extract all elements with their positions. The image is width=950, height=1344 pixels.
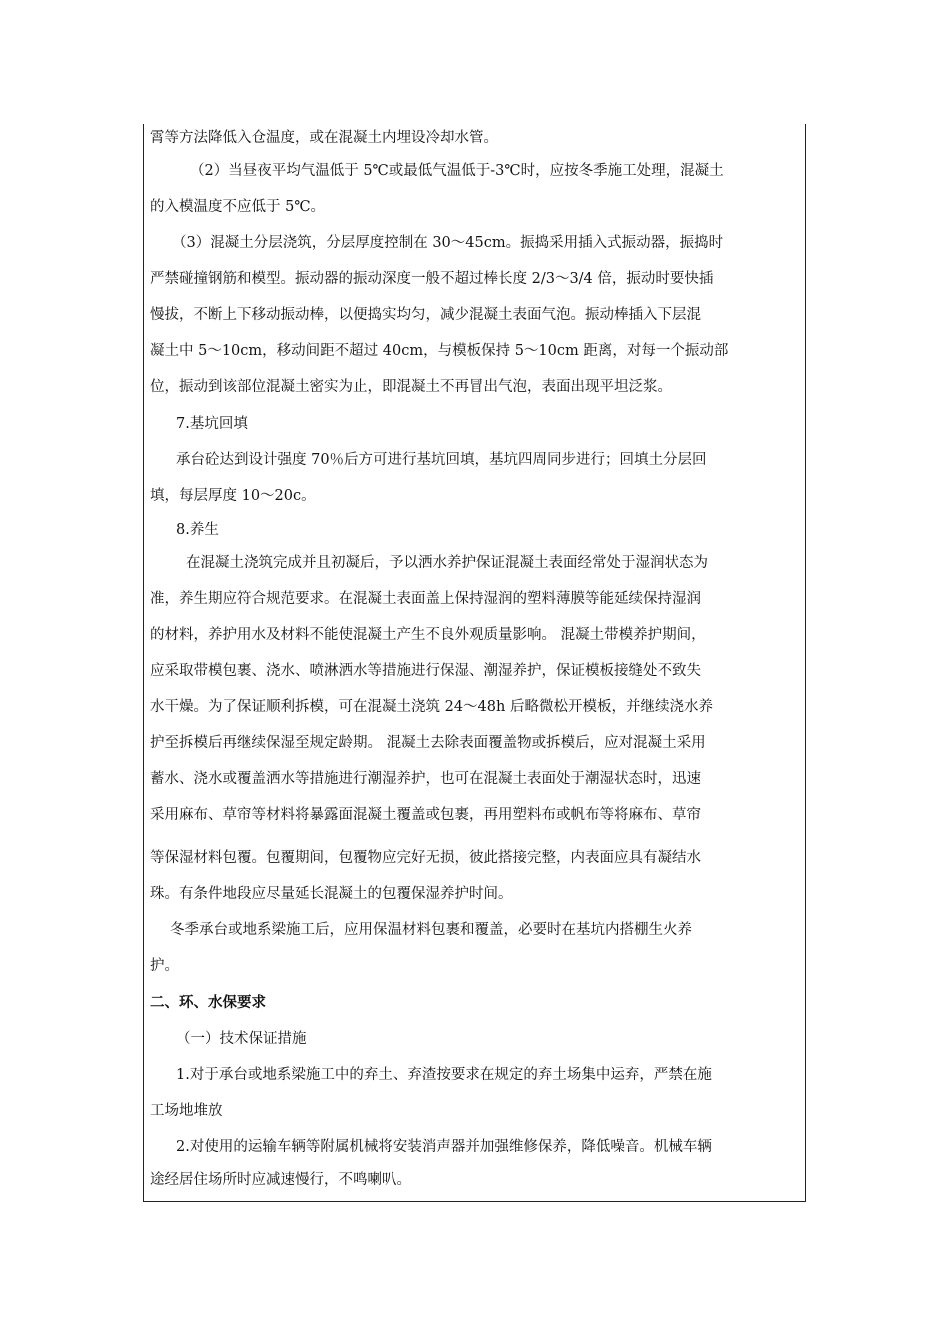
text-line: 蓄水、浇水或覆盖洒水等措施进行潮湿养护，也可在混凝土表面处于潮湿状态时，迅速 bbox=[150, 771, 701, 787]
text-line: 护。 bbox=[150, 958, 179, 974]
text-line: 等保湿材料包覆。包覆期间，包覆物应完好无损，彼此搭接完整，内表面应具有凝结水 bbox=[150, 850, 701, 866]
text-line: 严禁碰撞钢筋和模型。振动器的振动深度一般不超过棒长度 2/3～3/4 倍，振动时要快插 bbox=[150, 271, 714, 287]
text-line: 填，每层厚度 10～20c。 bbox=[150, 488, 316, 504]
text-line: 2.对使用的运输车辆等附属机械将安装消声器并加强维修保养，降低噪音。机械车辆 bbox=[176, 1139, 712, 1155]
text-line: （2）当昼夜平均气温低于 5℃或最低气温低于-3℃时，应按冬季施工处理，混凝土 bbox=[190, 163, 724, 179]
section-title-environment: 二、环、水保要求 bbox=[150, 994, 266, 1011]
text-line: 工场地堆放 bbox=[150, 1103, 223, 1119]
text-line: 的入模温度不应低于 5℃。 bbox=[150, 199, 326, 215]
text-line: 位，振动到该部位混凝土密实为止，即混凝土不再冒出气泡，表面出现平坦泛浆。 bbox=[150, 379, 672, 395]
text-line: （3）混凝土分层浇筑，分层厚度控制在 30～45cm。振捣采用插入式振动器，振捣时 bbox=[172, 235, 724, 251]
text-line: 承台砼达到设计强度 70％后方可进行基坑回填，基坑四周同步进行；回填土分层回 bbox=[176, 452, 707, 468]
text-line: 准，养生期应符合规范要求。在混凝土表面盖上保持湿润的塑料薄膜等能延续保持湿润 bbox=[150, 591, 701, 607]
text-line: 凝土中 5～10cm，移动间距不超过 40cm，与模板保持 5～10cm 距离，对每一个振动部 bbox=[150, 343, 729, 359]
text-line: 慢拔，不断上下移动振动棒，以便捣实均匀，减少混凝土表面气泡。振动棒插入下层混 bbox=[150, 307, 701, 323]
text-line: 1.对于承台或地系梁施工中的弃土、弃渣按要求在规定的弃土场集中运弃，严禁在施 bbox=[176, 1067, 712, 1083]
text-line: 的材料，养护用水及材料不能使混凝土产生不良外观质量影响。 混凝土带模养护期间， bbox=[150, 627, 706, 643]
text-line: 冬季承台或地系梁施工后，应用保温材料包裹和覆盖，必要时在基坑内搭棚生火养 bbox=[170, 922, 692, 938]
text-line: 采用麻布、草帘等材料将暴露面混凝土覆盖或包裹，再用塑料布或帆布等将麻布、草帘 bbox=[150, 807, 701, 823]
text-line: 霄等方法降低入仓温度，或在混凝土内埋设冷却水管。 bbox=[150, 130, 498, 146]
section-heading-curing: 8.养生 bbox=[176, 522, 219, 538]
text-line: 护至拆模后再继续保湿至规定龄期。 混凝土去除表面覆盖物或拆模后，应对混凝土采用 bbox=[150, 735, 706, 751]
subsection-title-measures: （一）技术保证措施 bbox=[176, 1031, 307, 1047]
text-line: 水干燥。为了保证顺利拆模，可在混凝土浇筑 24～48h 后略微松开模板，并继续浇水养 bbox=[150, 699, 713, 715]
section-heading-backfill: 7.基坑回填 bbox=[176, 416, 248, 432]
text-line: 应采取带模包裹、浇水、喷淋洒水等措施进行保湿、潮湿养护，保证模板接缝处不致失 bbox=[150, 663, 701, 679]
text-line: 在混凝土浇筑完成并且初凝后，予以洒水养护保证混凝土表面经常处于湿润状态为 bbox=[186, 555, 708, 571]
text-line: 珠。有条件地段应尽量延长混凝土的包覆保湿养护时间。 bbox=[150, 886, 513, 902]
text-line: 途经居住场所时应减速慢行，不鸣喇叭。 bbox=[150, 1172, 411, 1188]
